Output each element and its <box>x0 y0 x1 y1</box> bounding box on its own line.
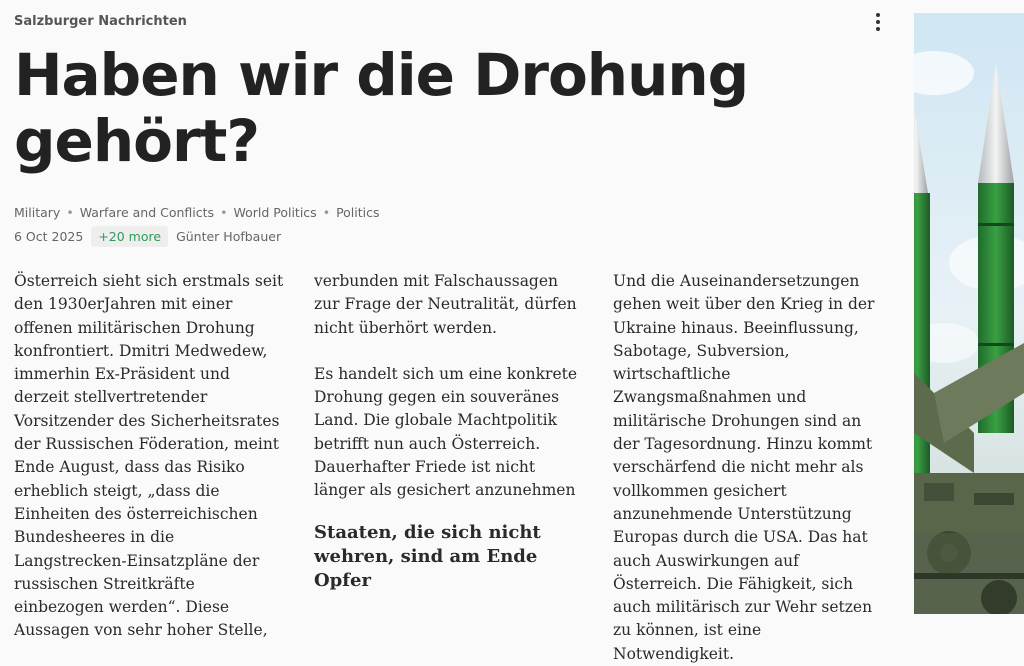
article-subheading: Staaten, die sich nicht wehren, sind am Ende Opfer <box>314 521 541 591</box>
tag-military[interactable]: Military <box>14 205 61 220</box>
tag-warfare-and-conflicts[interactable]: Warfare and Conflicts <box>79 205 215 220</box>
article-meta <box>14 226 281 246</box>
tag-world-politics[interactable]: World Politics <box>233 205 317 220</box>
tag-separator: • <box>322 205 331 220</box>
more-options-button[interactable] <box>868 10 888 34</box>
article-column-3 <box>613 270 883 666</box>
more-tags-badge[interactable]: +20 more <box>91 226 168 247</box>
article-column-1 <box>14 270 284 643</box>
article-headline: Haben wir die Drohung gehört? <box>14 41 749 175</box>
publisher-name[interactable]: Salzburger Nachrichten <box>14 14 187 29</box>
article-paragraph: verbunden mit Falschaussagen zur Frage der Neutralität, dürfen nicht überhört werden. <box>314 272 577 337</box>
tag-separator: • <box>220 205 228 220</box>
author-name[interactable]: Günter Hofbauer <box>176 228 282 244</box>
article-paragraph: Österreich sieht sich erstmals seit den 1930erJahren mit einer offenen militärischen Drohung konfrontiert. Dmitri Medwedew, immerhin Ex-Präsident und derzeit stellvertretender Vorsitzender des Sicherheitsrates der Russischen Föderation, meint Ende August, dass das Risiko erheblich steigt, „dass die Einheiten des österreichischen Bundesheeres in die Langstrecken-Einsatzpläne der russischen Streitkräfte einbezogen werden“. Diese Aussagen von sehr hoher Stelle, <box>14 272 284 640</box>
vertical-dots-icon <box>876 13 880 17</box>
publish-date: 6 Oct 2025 <box>14 228 84 244</box>
tag-list <box>14 205 380 220</box>
hero-image[interactable] <box>914 13 1024 614</box>
article-paragraph: Es handelt sich um eine konkrete Drohung gegen ein souveränes Land. Die globale Machtpolitik betrifft nun auch Österreich. Dauerhafter Friede ist nicht länger als gesichert anzunehmen <box>314 364 578 500</box>
article-paragraph: Und die Auseinandersetzungen gehen weit über den Krieg in der Ukraine hinaus. Beeinflussung, Sabotage, Subversion, wirtschaftliche Zwangsmaßnahmen und militärische Drohungen sind an der Tagesordnung. Hinzu kommt verschärfend die nicht mehr als vollkommen gesichert anzunehmende Unterstützung Europas durch die USA. Das hat auch Auswirkungen auf Österreich. Die Fähigkeit, sich auch militärisch zur Wehr setzen zu können, ist eine Notwendigkeit. <box>613 272 875 663</box>
article-column-2 <box>314 270 584 593</box>
tag-separator: • <box>66 205 74 220</box>
tag-politics[interactable]: Politics <box>336 205 380 220</box>
missile-launcher-photo <box>914 13 1024 614</box>
